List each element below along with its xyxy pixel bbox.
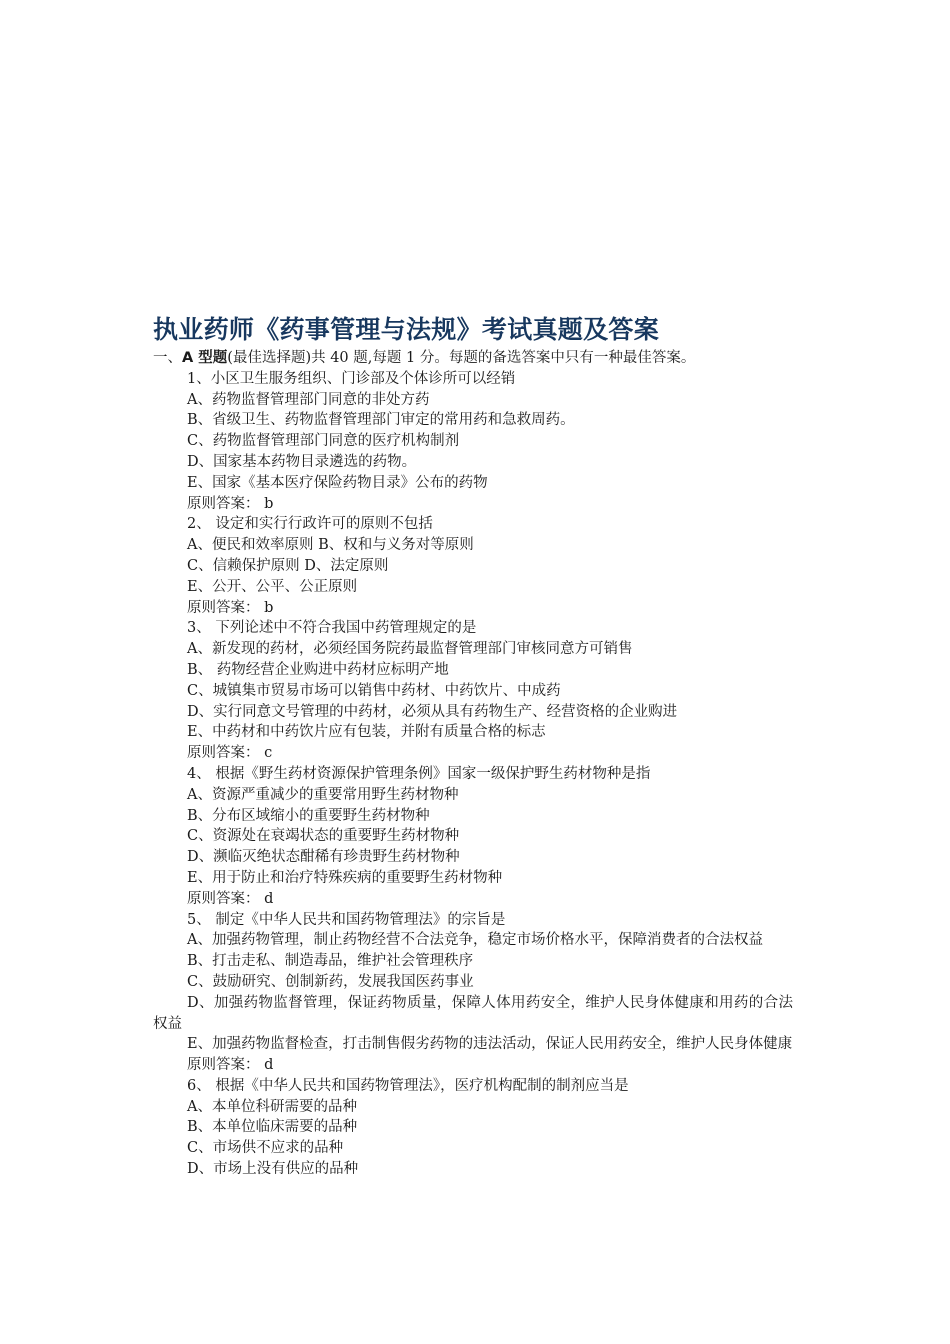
option-line: B、打击走私、制造毒品，维护社会管理秩序: [187, 953, 474, 970]
question-stem: 3、 下列论述中不符合我国中药管理规定的是: [187, 620, 477, 637]
question-stem: 2、 设定和实行行政许可的原则不包括: [187, 516, 433, 533]
option-line: C、药物监督管理部门同意的医疗机构制剂: [187, 433, 460, 450]
option-line: A、药物监督管理部门同意的非处方药: [187, 391, 430, 408]
option-line: E、国家《基本医疗保险药物目录》公布的药物: [187, 474, 488, 491]
option-line: D、实行同意文号管理的中药材，必须从具有药物生产、经营资格的企业购进: [187, 703, 678, 720]
option-line: B、分布区域缩小的重要野生药材物种: [187, 807, 430, 824]
document-title: 执业药师《药事管理与法规》考试真题及答案: [153, 315, 660, 344]
answer-line: 原则答案： c: [187, 745, 273, 762]
question-stem: 5、 制定《中华人民共和国药物管理法》的宗旨是: [187, 911, 506, 928]
option-line: E、中药材和中药饮片应有包装，并附有质量合格的标志: [187, 724, 546, 741]
option-line: A、便民和效率原则 B、权和与义务对等原则: [187, 537, 474, 554]
question-stem: 6、 根据《中华人民共和国药物管理法》，医疗机构配制的制剂应当是: [187, 1077, 629, 1094]
answer-line: 原则答案： d: [187, 1057, 274, 1074]
option-line: B、省级卫生、药物监督管理部门审定的常用药和急救周药。: [187, 412, 575, 429]
option-line: C、城镇集市贸易市场可以销售中药材、中药饮片、中成药: [187, 682, 561, 699]
question-stem: 4、 根据《野生药材资源保护管理条例》国家一级保护野生药材物种是指: [187, 765, 651, 782]
option-line: D、加强药物监督管理，保证药物质量，保障人体用药安全，维护人民身体健康和用药的合法权益: [153, 994, 793, 1032]
section-type-label: A 型题: [182, 350, 228, 366]
answer-line: 原则答案： d: [187, 890, 274, 907]
section-description: (最佳选择题)共 40 题,每题 1 分。每题的备选答案中只有一种最佳答案。: [227, 350, 696, 366]
option-line: D、市场上没有供应的品种: [187, 1161, 359, 1178]
option-line: C、信赖保护原则 D、法定原则: [187, 557, 389, 574]
section-heading: [153, 348, 793, 369]
answer-line: 原则答案： b: [187, 599, 274, 616]
option-line: B、 药物经营企业购进中药材应标明产地: [187, 661, 449, 678]
option-line: B、本单位临床需要的品种: [187, 1119, 358, 1136]
document-body: [153, 312, 793, 1180]
option-line: A、加强药物管理，制止药物经营不合法竞争，稳定市场价格水平，保障消费者的合法权益: [187, 932, 763, 949]
option-line: C、鼓励研究、创制新药，发展我国医药事业: [187, 973, 474, 990]
question-stem: 1、小区卫生服务组织、门诊部及个体诊所可以经销: [187, 370, 516, 387]
option-line: D、濒临灭绝状态酣稀有珍贵野生药材物种: [187, 849, 460, 866]
option-line: C、资源处在衰竭状态的重要野生药材物种: [187, 828, 460, 845]
answer-line: 原则答案： b: [187, 495, 274, 512]
option-line: D、国家基本药物目录遴选的药物。: [187, 453, 417, 470]
option-line: A、资源严重减少的重要常用野生药材物种: [187, 786, 459, 803]
option-line: C、市场供不应求的品种: [187, 1140, 344, 1157]
option-line: A、本单位科研需要的品种: [187, 1098, 357, 1115]
option-line: E、公开、公平、公正原则: [187, 578, 358, 595]
section-prefix: 一、: [153, 350, 182, 366]
option-line: E、加强药物监督检查，打击制售假劣药物的违法活动，保证人民用药安全，维护人民身体健康: [187, 1036, 793, 1053]
option-line: E、用于防止和治疗特殊疾病的重要野生药材物种: [187, 869, 503, 886]
option-line: A、新发现的药材，必须经国务院药最监督管理部门审核同意方可销售: [187, 641, 633, 658]
